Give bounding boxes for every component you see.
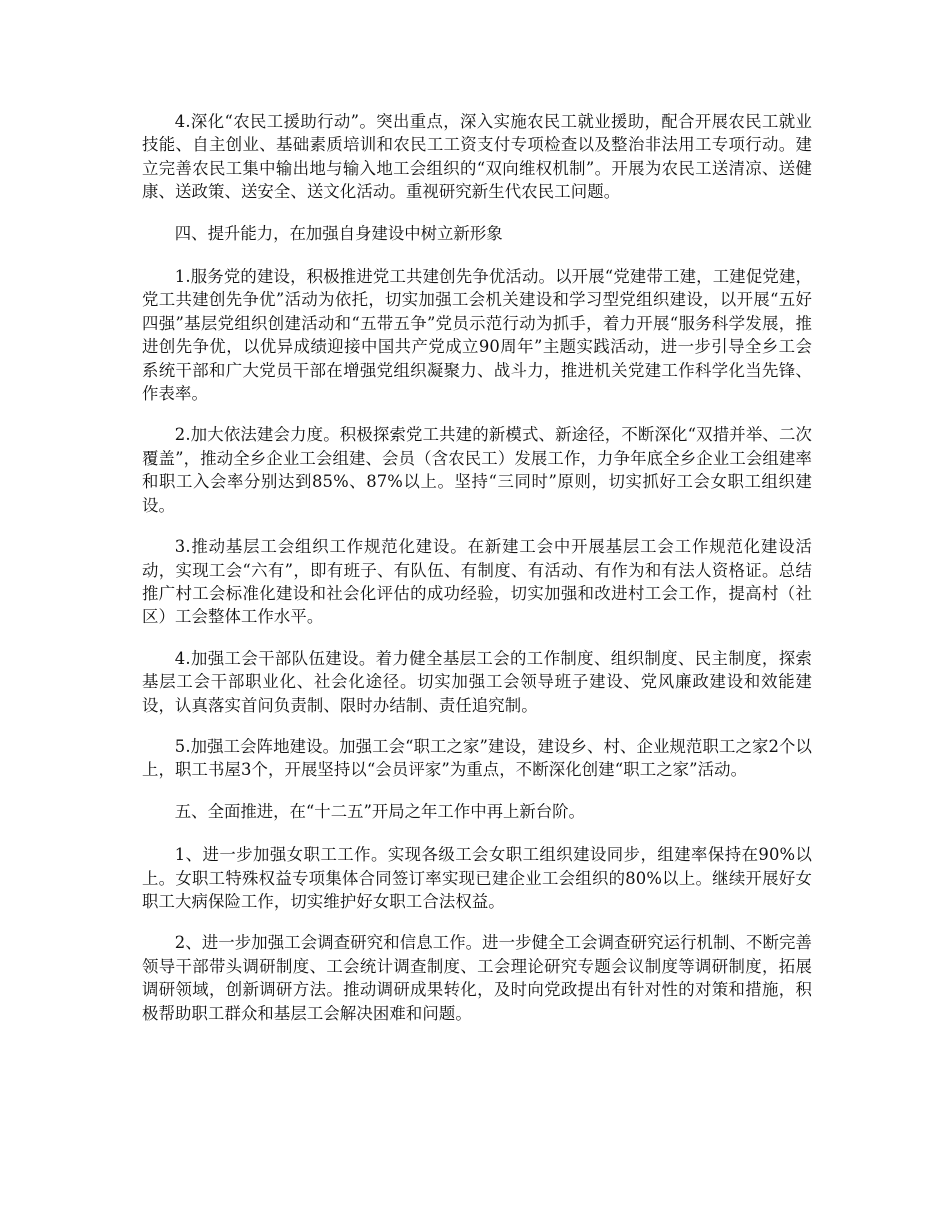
- paragraph-cadre-team: 4.加强工会干部队伍建设。着力健全基层工会的工作制度、组织制度、民主制度，探索基层工会干部职业化、社会化途径。切实加强工会领导班子建设、党风廉政建设和效能建设，认真落实首问负责制、限时办结制、责任追究制。: [142, 648, 812, 715]
- paragraph-female-workers: 1、进一步加强女职工工作。实现各级工会女职工组织建设同步，组建率保持在90%以上。女职工特殊权益专项集体合同签订率实现已建企业工会组织的80%以上。继续开展好女职工大病保险工作，切实维护好女职工合法权益。: [142, 845, 812, 911]
- paragraph-party-building: 1.服务党的建设，积极推进党工共建创先争优活动。以开展“党建带工建，工建促党建，党工共建创先争优”活动为依托，切实加强工会机关建设和学习型党组织建设，以开展“五好四强”基层党组织创建活动和“五带五争”党员示范行动为抓手，着力开展“服务科学发展，推进创先争优，以优异成绩迎接中国共产党成立90周年”主题实践活动，进一步引导全乡工会系统干部和广大党员干部在增强党组织凝聚力、战斗力，推进机关党建工作科学化当先锋、作表率。: [142, 267, 812, 404]
- paragraph-migrant-worker-aid: 4.深化“农民工援助行动”。突出重点，深入实施农民工就业援助，配合开展农民工就业技能、自主创业、基础素质培训和农民工工资支付专项检查以及整治非法用工专项行动。建立完善农民工集中输出地与输入地工会组织的“双向维权机制”。开展为农民工送清凉、送健康、送政策、送安全、送文化活动。重视研究新生代农民工问题。: [142, 112, 812, 202]
- paragraph-research-info: 2、进一步加强工会调查研究和信息工作。进一步健全工会调查研究运行机制、不断完善领导干部带头调研制度、工会统计调查制度、工会理论研究专题会议制度等调研制度，拓展调研领域，创新调研方法。推动调研成果转化，及时向党政提出有针对性的对策和措施，积极帮助职工群众和基层工会解决困难和问题。: [142, 933, 812, 1023]
- section-heading-five: 五、全面推进，在“十二五”开局之年工作中再上新台阶。: [174, 801, 585, 821]
- document-page: [142, 110, 812, 1043]
- paragraph-workers-home: 5.加强工会阵地建设。加强工会“职工之家”建设，建设乡、村、企业规范职工之家2个以上，职工书屋3个，开展坚持以“会员评家”为重点，不断深化创建“职工之家”活动。: [142, 736, 812, 780]
- paragraph-grassroots-standardization: 3.推动基层工会组织工作规范化建设。在新建工会中开展基层工会工作规范化建设活动，实现工会“六有”，即有班子、有队伍、有制度、有活动、有作为和有法人资格证。总结推广村工会标准化建设和社会化评估的成功经验，切实加强和改进村工会工作，提高村（社区）工会整体工作水平。: [142, 537, 812, 627]
- paragraph-union-formation: 2.加大依法建会力度。积极探索党工共建的新模式、新途径，不断深化“双措并举、二次覆盖”，推动全乡企业工会组建、会员（含农民工）发展工作，力争年底全乡企业工会组建率和职工入会率分别达到85%、87%以上。坚持“三同时”原则，切实抓好工会女职工组织建设。: [142, 425, 812, 515]
- section-heading-four: 四、提升能力，在加强自身建设中树立新形象: [174, 223, 503, 243]
